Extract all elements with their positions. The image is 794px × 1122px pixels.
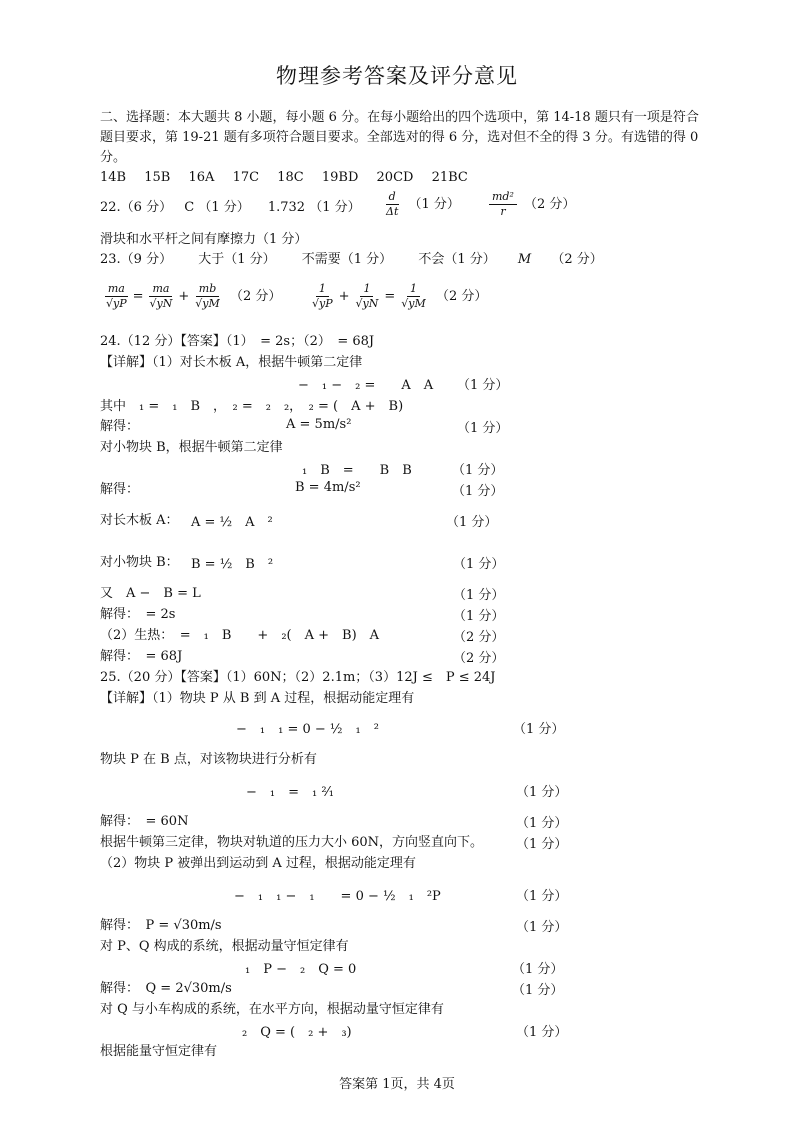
mc-answer: 15B (144, 170, 171, 185)
q25-eq3: − ₁ ₁ − ₁ = 0 − ½ ₁ ²P (234, 889, 441, 904)
q24-eq2-score: （1 分） (452, 463, 504, 478)
q25-newton3-score: （1 分） (516, 837, 568, 852)
q24-line-bb: 对小物块 B： (100, 555, 179, 570)
mc-answer: 19BD (321, 170, 359, 185)
q24-line-a: 对长木板 A： (100, 513, 179, 528)
q25-newton3: 根据牛顿第三定律，物块对轨道的压力大小 60N，方向竖直向下。 (100, 835, 484, 850)
q22-line2: 滑块和水平杆之间有摩擦力（1 分） (100, 232, 308, 247)
intro-paragraph: 二、选择题：本大题共 8 小题，每小题 6 分。在每小题给出的四个选项中，第 14-18 题只有一项是符合题目要求，第 19-21 题有多项符合题目要求。全部选对的得 6 分，选对但不全的得 3 分。有选错的得 0 分。 (100, 110, 699, 165)
q23-eq2-score: （2 分） (435, 289, 488, 304)
fraction-numerator: d (386, 190, 399, 205)
mc-answer: 14B (100, 170, 127, 185)
q24-solve3-score: （1 分） (453, 609, 505, 624)
mc-answer: 17C (232, 170, 260, 185)
q23-equation2: $\frac{1}{√yP}$ + $\frac{1}{√yN}$ = $\frac{1}{√yM}$ （2 分） (306, 282, 487, 311)
fraction-denominator: √yN (149, 297, 173, 310)
q25-eq5: ₂ Q = ( ₂ + ₃) (242, 1025, 352, 1040)
q23-head: 23.（9 分） (100, 252, 173, 267)
q25-eq1-score: （1 分） (513, 722, 565, 737)
q22-fraction-d-dt (380, 190, 460, 219)
page-footer: 答案第 1页，共 4页 (339, 1077, 455, 1092)
q22-answer2: 1.732 (267, 200, 306, 215)
q24-solve3: 解得： = 2s (100, 607, 176, 622)
q22-fraction-md2-r (486, 190, 575, 219)
fraction-denominator: √yM (401, 297, 426, 310)
q25-solve2-score: （1 分） (516, 920, 568, 935)
q24-solve1-score: （1 分） (457, 421, 509, 436)
q24-eq-b-score: （1 分） (453, 557, 505, 572)
mc-answer: 21BC (431, 170, 468, 185)
q24-eq-b: B = ½ B ² (191, 557, 274, 572)
q24-solve4: 解得： = 68J (100, 649, 183, 664)
q25-eq4-score: （1 分） (512, 962, 564, 977)
q24-heat: （2）生热： = ₁ B + ₂( A + B) A (100, 628, 380, 643)
fraction-denominator: r (500, 205, 506, 218)
q22-score2: （1 分） (309, 200, 361, 215)
q25-solve3: 解得： Q = 2√30m/s (100, 981, 232, 996)
q23-equation1: $\frac{ma}{√yP}$ = $\frac{ma}{√yN}$ + $\frac{mb}{√yM}$ （2 分） (100, 282, 281, 311)
q24-line-b: 对小物块 B，根据牛顿第二定律 (100, 440, 283, 455)
q25-energy: 根据能量守恒定律有 (100, 1044, 218, 1059)
q25-eq1: − ₁ ₁ = 0 − ½ ₁ ² (236, 722, 379, 737)
q22-answer1: C (184, 200, 195, 215)
fraction-numerator: 1 (407, 282, 420, 297)
q22-score4: （2 分） (524, 197, 576, 212)
q25-eq2-score: （1 分） (516, 785, 568, 800)
q24-again: 又 A − B = L (100, 586, 201, 601)
q24-again-score: （1 分） (453, 588, 505, 603)
q25-momentum2: 对 Q 与小车构成的系统，在水平方向，根据动量守恒定律有 (100, 1002, 444, 1017)
q25-solve1: 解得： = 60N (100, 814, 189, 829)
q25-solve1-score: （1 分） (516, 816, 568, 831)
q23-answer1: 大于（1 分） (198, 252, 276, 267)
q22-head: 22.（6 分） (100, 200, 173, 215)
mc-answer: 18C (277, 170, 304, 185)
q25-line2: 物块 P 在 B 点，对该物块进行分析有 (100, 752, 317, 767)
q25-detail: 【详解】（1）物块 P 从 B 到 A 过程，根据动能定理有 (100, 691, 415, 706)
mc-answer: 16A (188, 170, 215, 185)
q25-momentum1: 对 P、Q 构成的系统，根据动量守恒定律有 (100, 939, 349, 954)
fraction-denominator: √yP (106, 297, 127, 310)
q23-score4: （2 分） (551, 252, 603, 267)
q24-solve1-label: 解得： (100, 419, 140, 434)
q24-heat-score: （2 分） (453, 630, 505, 645)
q25-solve3-score: （1 分） (512, 983, 564, 998)
q25-part2: （2）物块 P 被弹出到运动到 A 过程，根据动能定理有 (100, 856, 416, 871)
q24-eq1: − ₁ − ₂ = A A (298, 378, 434, 393)
q24-eq-a: A = ½ A ² (191, 515, 273, 530)
q24-solve4-score: （2 分） (453, 651, 505, 666)
q23-answer3: 不会（1 分） (418, 252, 496, 267)
fraction-denominator: Δt (386, 205, 399, 218)
q24-solve2: B = 4m/s² (295, 480, 361, 495)
page-title: 物理参考答案及评分意见 (276, 64, 518, 88)
q24-detail: 【详解】（1）对长木板 A，根据牛顿第二定律 (100, 355, 363, 370)
fraction-numerator: ma (105, 282, 128, 297)
q25-eq5-score: （1 分） (516, 1025, 568, 1040)
fraction-denominator: √yP (312, 297, 333, 310)
q23-line1 (100, 250, 603, 270)
q22-score3: （1 分） (408, 197, 460, 212)
q25-head: 25.（20 分）【答案】（1）60N；（2）2.1m；（3）12J ≤ P ≤ 24J (100, 670, 496, 685)
q24-eq-a-score: （1 分） (446, 515, 498, 530)
fraction-numerator: ma (149, 282, 172, 297)
fraction-numerator: md² (489, 190, 517, 205)
q24-solve1: A = 5m/s² (286, 417, 352, 432)
q22-line1 (100, 198, 361, 218)
q25-eq4: ₁ P − ₂ Q = 0 (245, 962, 357, 977)
mc-answers (100, 168, 468, 188)
fraction-denominator: √yM (195, 297, 220, 310)
fraction-numerator: mb (196, 282, 219, 297)
q22-score1: （1 分） (198, 200, 250, 215)
q24-where: 其中 ₁ = ₁ B ， ₂ = ₂ ₂， ₂ = ( A + B) (100, 399, 404, 414)
q24-eq2: ₁ B = B B (302, 463, 412, 478)
q24-solve2-score: （1 分） (452, 484, 504, 499)
q25-eq2: − ₁ = ₁ ²⁄₁ (246, 785, 334, 800)
q23-answer4: M (517, 252, 532, 267)
q25-eq3-score: （1 分） (516, 889, 568, 904)
mc-answer: 20CD (376, 170, 414, 185)
q24-solve2-label: 解得： (100, 482, 140, 497)
fraction-numerator: 1 (316, 282, 329, 297)
q24-head: 24.（12 分）【答案】（1） = 2s；（2） = 68J (100, 334, 375, 349)
q24-eq1-score: （1 分） (457, 378, 509, 393)
q23-eq1-score: （2 分） (229, 289, 282, 304)
q23-answer2: 不需要（1 分） (301, 252, 393, 267)
q25-solve2: 解得： P = √30m/s (100, 918, 222, 933)
fraction-numerator: 1 (360, 282, 373, 297)
fraction-denominator: √yN (355, 297, 379, 310)
